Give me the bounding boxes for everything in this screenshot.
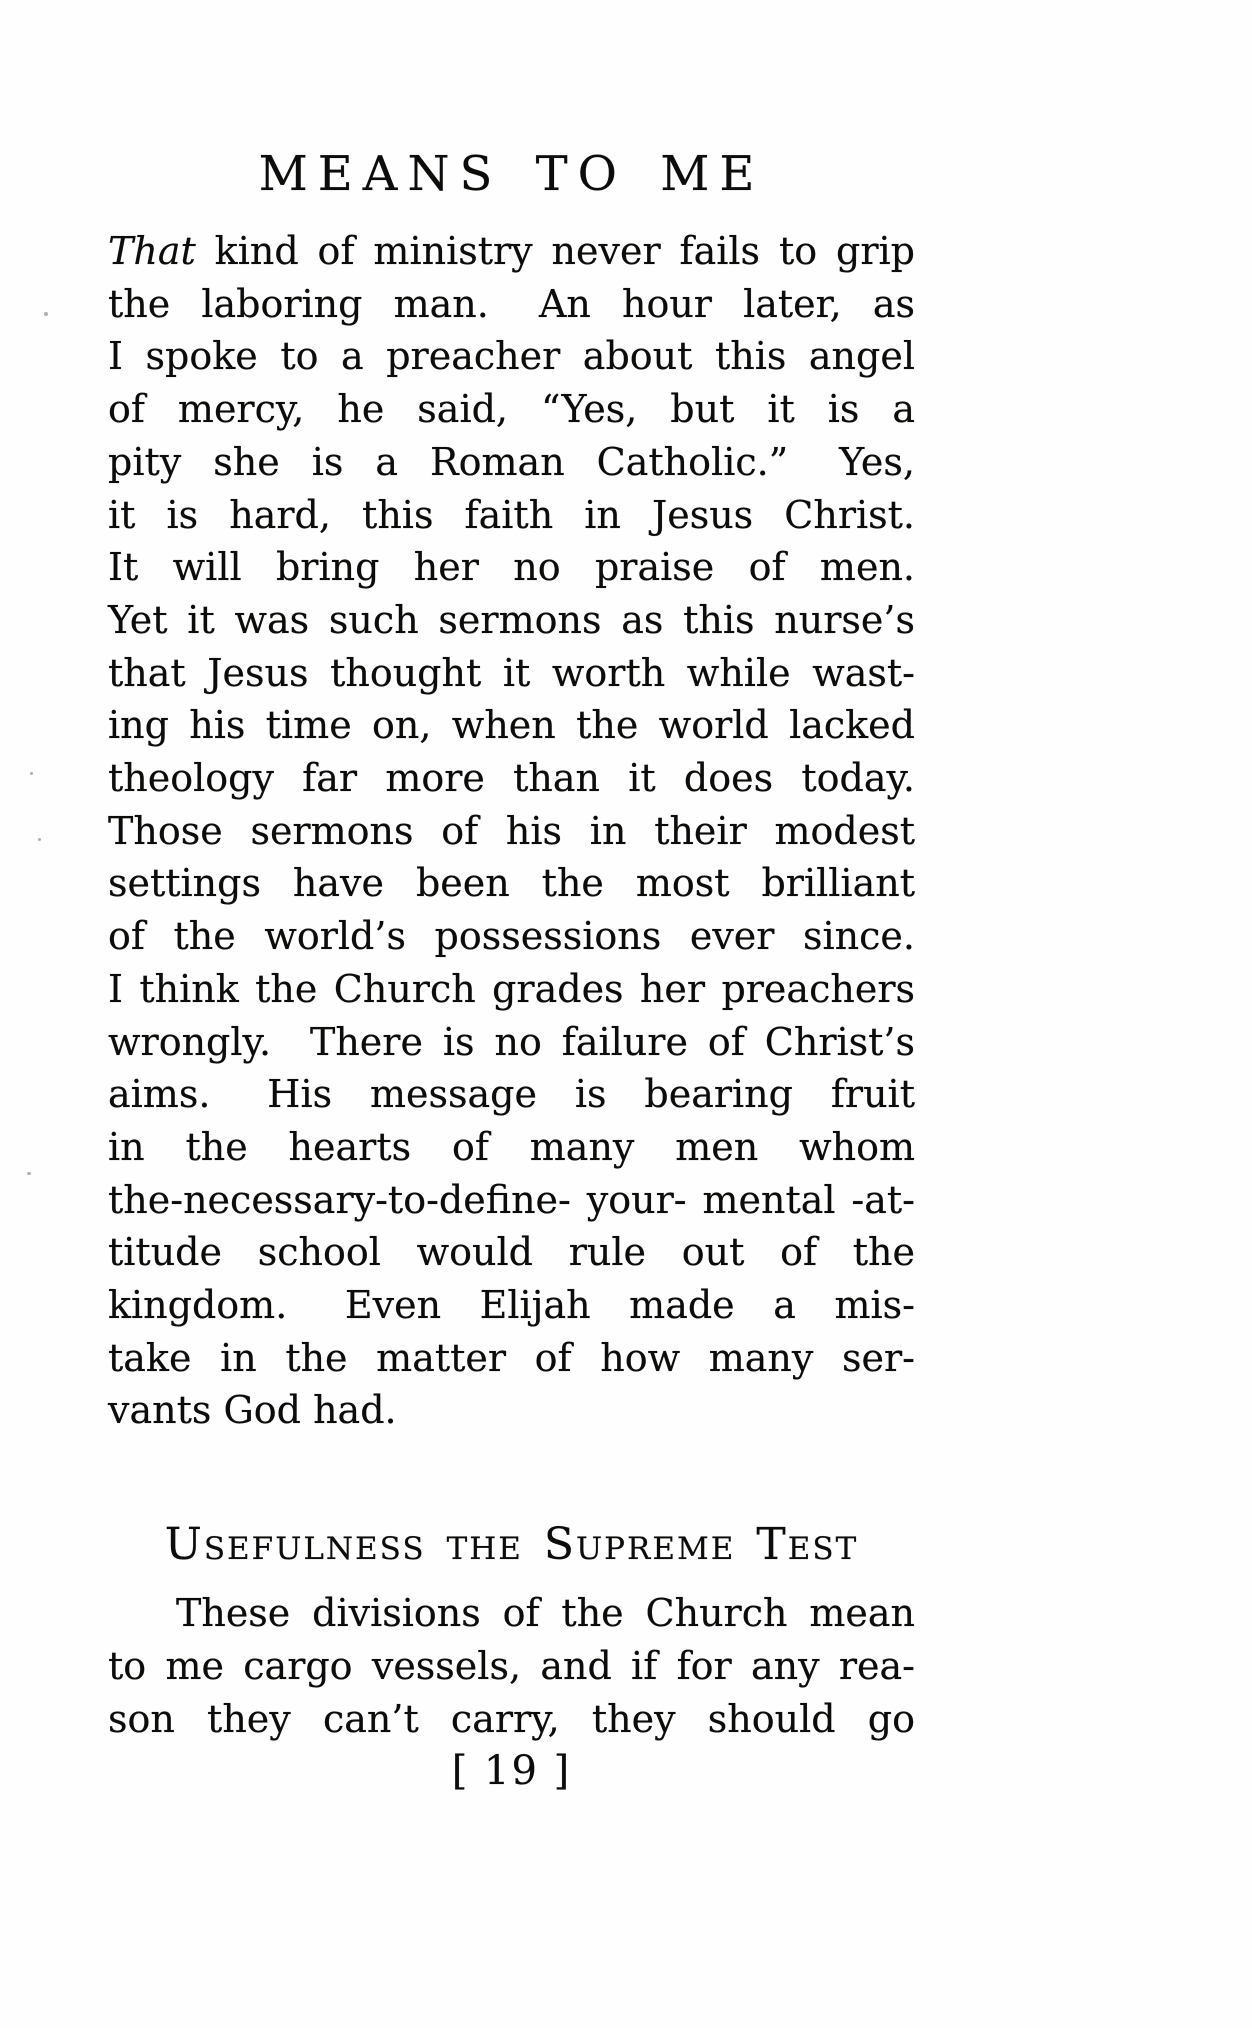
text-line: it is hard, this faith in Jesus Christ. <box>108 492 915 537</box>
text-line: I spoke to a preacher about this angel <box>108 334 915 379</box>
text-line: kingdom. Even Elijah made a mis- <box>108 1283 915 1328</box>
text-line: son they can’t carry, they should go <box>108 1696 915 1741</box>
first-line-rest: kind of ministry never fails to grip <box>214 229 915 273</box>
text-line: in the hearts of many men whom <box>108 1124 915 1169</box>
scan-speck <box>44 312 48 316</box>
text-line: wrongly. There is no failure of Christ’s <box>108 1019 915 1064</box>
text-line: take in the matter of how many ser- <box>108 1335 915 1380</box>
paragraph-lines <box>108 278 915 1437</box>
text-line: Those sermons of his in their modest <box>108 808 915 853</box>
text-line: theology far more than it does today. <box>108 756 915 801</box>
text-line: ing his time on, when the world lacked <box>108 703 915 748</box>
text-line: titude school would rule out of the <box>108 1230 915 1275</box>
page-number: [ 19 ] <box>451 1748 572 1795</box>
text-line: the-necessary-to-define- your- mental -at- <box>108 1177 915 1222</box>
paragraph-second <box>108 1587 915 1745</box>
running-header: MEANS TO ME <box>258 146 765 202</box>
scan-speck <box>38 838 41 841</box>
text-line: It will bring her no praise of men. <box>108 545 915 590</box>
text-line: the laboring man. An hour later, as <box>108 281 915 326</box>
lead-word-italic: That <box>108 229 196 273</box>
scan-speck <box>30 772 33 775</box>
text-line: of the world’s possessions ever since. <box>108 914 915 959</box>
text-line: These divisions of the Church mean <box>176 1591 915 1636</box>
section-heading: Usefulness the Supreme Test <box>164 1519 859 1571</box>
text-line <box>108 225 915 278</box>
text-line: vants God had. <box>108 1388 397 1433</box>
text-line: aims. His message is bearing fruit <box>108 1072 915 1117</box>
scan-speck <box>27 1172 31 1175</box>
text-line: Yet it was such sermons as this nurse’s <box>108 597 915 642</box>
text-line: I think the Church grades her preachers <box>108 966 915 1011</box>
text-line: that Jesus thought it worth while wast- <box>108 650 915 695</box>
text-line: pity she is a Roman Catholic.” Yes, <box>108 439 915 484</box>
text-line: of mercy, he said, “Yes, but it is a <box>108 387 915 432</box>
text-column <box>108 0 915 1795</box>
text-line: to me cargo vessels, and if for any rea- <box>108 1643 915 1688</box>
paragraph-opening <box>108 225 915 1437</box>
text-line: settings have been the most brilliant <box>108 861 915 906</box>
